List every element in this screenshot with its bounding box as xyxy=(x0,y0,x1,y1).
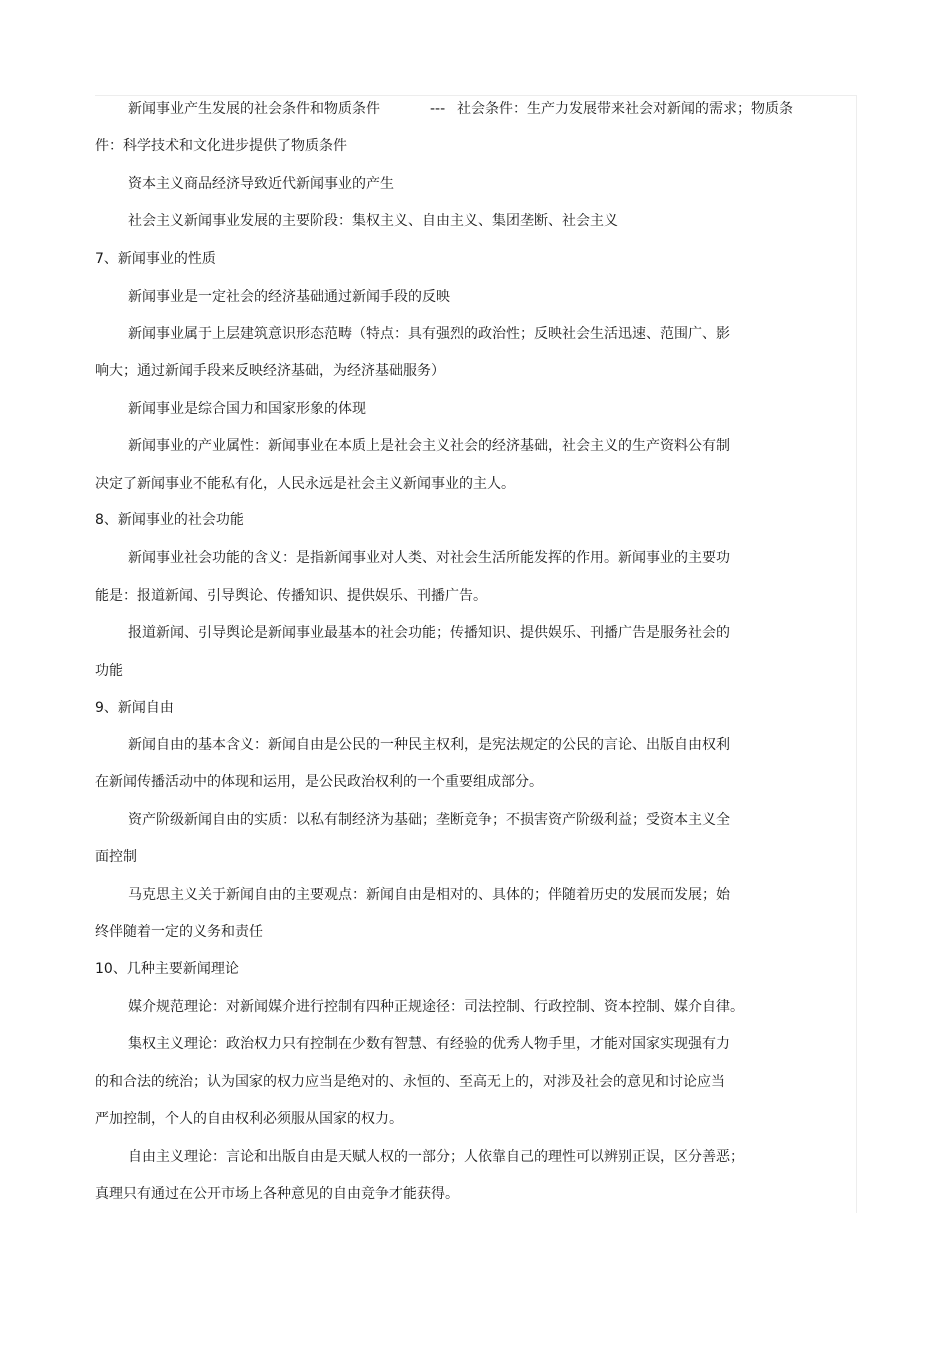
paragraph-line: 资产阶级新闻自由的实质：以私有制经济为基础；垄断竞争；不损害资产阶级利益；受资本主义全 xyxy=(128,812,730,828)
page-frame-right-border xyxy=(856,95,857,1213)
paragraph-line: 功能 xyxy=(95,663,123,679)
section-heading: 9、新闻自由 xyxy=(95,700,174,716)
paragraph-line: 社会主义新闻事业发展的主要阶段：集权主义、自由主义、集团垄断、社会主义 xyxy=(128,213,618,229)
paragraph-line: 新闻事业是综合国力和国家形象的体现 xyxy=(128,401,366,417)
paragraph-line: 报道新闻、引导舆论是新闻事业最基本的社会功能；传播知识、提供娱乐、刊播广告是服务社会的 xyxy=(128,625,730,641)
paragraph-line: 新闻事业的产业属性：新闻事业在本质上是社会主义社会的经济基础，社会主义的生产资料公有制 xyxy=(128,438,730,454)
paragraph-line: 集权主义理论：政治权力只有控制在少数有智慧、有经验的优秀人物手里，才能对国家实现强有力 xyxy=(128,1036,730,1052)
paragraph-line: 社会条件：生产力发展带来社会对新闻的需求；物质条 xyxy=(457,101,793,117)
section-heading: 8、新闻事业的社会功能 xyxy=(95,512,244,528)
paragraph-line: 新闻事业是一定社会的经济基础通过新闻手段的反映 xyxy=(128,289,450,305)
paragraph-line: 能是：报道新闻、引导舆论、传播知识、提供娱乐、刊播广告。 xyxy=(95,588,487,604)
paragraph-line: 面控制 xyxy=(95,849,137,865)
paragraph-line: 新闻事业社会功能的含义：是指新闻事业对人类、对社会生活所能发挥的作用。新闻事业的主要功 xyxy=(128,550,730,566)
paragraph-line: 自由主义理论：言论和出版自由是天赋人权的一部分；人依靠自己的理性可以辨别正误，区分善恶； xyxy=(128,1149,744,1165)
paragraph-line: 新闻事业属于上层建筑意识形态范畴（特点：具有强烈的政治性；反映社会生活迅速、范围广、影 xyxy=(128,326,730,342)
paragraph-line: 严加控制，个人的自由权利必须服从国家的权力。 xyxy=(95,1111,403,1127)
paragraph-line: 响大；通过新闻手段来反映经济基础，为经济基础服务） xyxy=(95,363,445,379)
paragraph-line: 在新闻传播活动中的体现和运用，是公民政治权利的一个重要组成部分。 xyxy=(95,774,543,790)
paragraph-line: 资本主义商品经济导致近代新闻事业的产生 xyxy=(128,176,394,192)
paragraph-line: 的和合法的统治；认为国家的权力应当是绝对的、永恒的、至高无上的，对涉及社会的意见和讨论应当 xyxy=(95,1074,725,1090)
paragraph-line: 件：科学技术和文化进步提供了物质条件 xyxy=(95,138,347,154)
paragraph-line: 新闻事业产生发展的社会条件和物质条件 xyxy=(128,101,380,117)
paragraph-line: 新闻自由的基本含义：新闻自由是公民的一种民主权利，是宪法规定的公民的言论、出版自由权利 xyxy=(128,737,730,753)
paragraph-line: 决定了新闻事业不能私有化，人民永远是社会主义新闻事业的主人。 xyxy=(95,476,515,492)
paragraph-line: 马克思主义关于新闻自由的主要观点：新闻自由是相对的、具体的；伴随着历史的发展而发展；始 xyxy=(128,887,730,903)
separator-dashes: --- xyxy=(430,101,446,117)
paragraph-line: 媒介规范理论：对新闻媒介进行控制有四种正规途径：司法控制、行政控制、资本控制、媒介自律。 xyxy=(128,999,744,1015)
paragraph-line: 终伴随着一定的义务和责任 xyxy=(95,924,263,940)
section-heading: 7、新闻事业的性质 xyxy=(95,251,216,267)
section-heading: 10、几种主要新闻理论 xyxy=(95,961,239,977)
paragraph-line: 真理只有通过在公开市场上各种意见的自由竞争才能获得。 xyxy=(95,1186,459,1202)
page-frame-top-border xyxy=(95,95,857,96)
